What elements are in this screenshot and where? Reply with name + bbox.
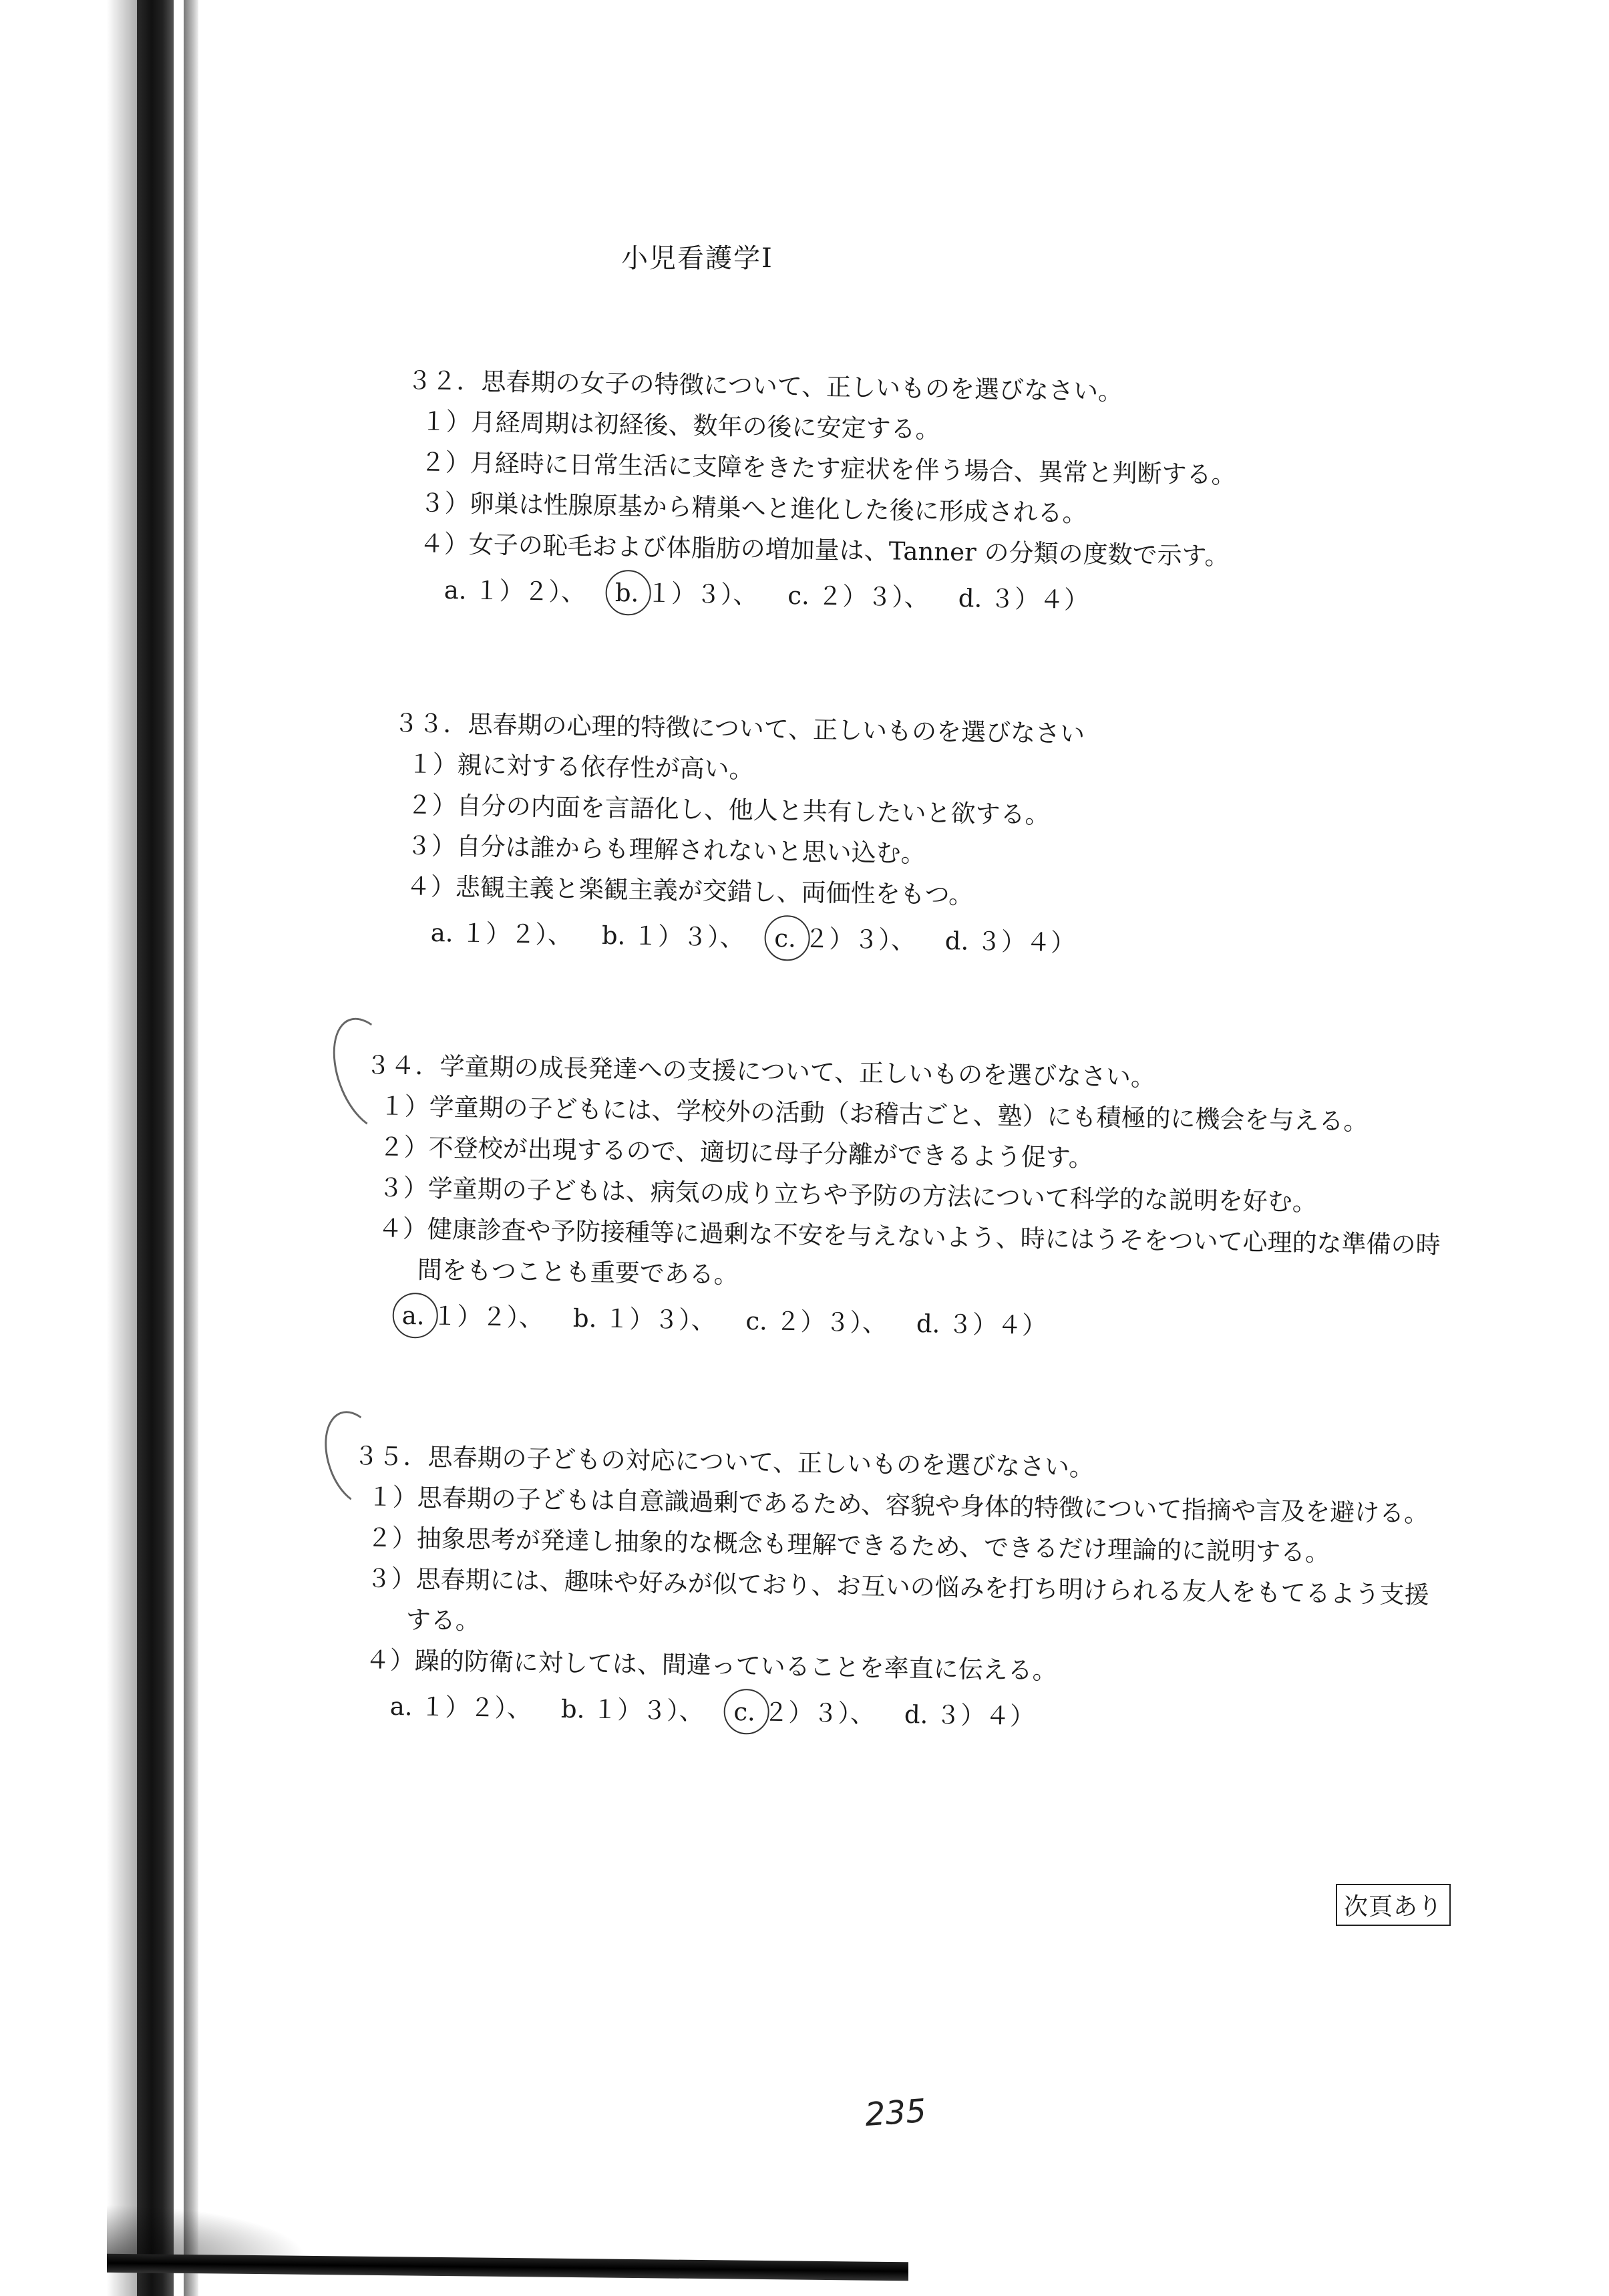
answer-letter: d. (958, 583, 982, 613)
next-page-notice: 次頁あり (1336, 1884, 1451, 1926)
answer-letter: b. (601, 921, 626, 951)
answer-choice-a (430, 916, 572, 951)
answer-letter: a. (401, 1299, 425, 1332)
answer-choice-d (904, 1698, 1035, 1734)
question-number: ３３． (393, 708, 468, 739)
option-item: １）学童期の子どもには、学校外の活動（お稽古ごと、塾）にも積極的に機会を与える。 (379, 1092, 1369, 1136)
answer-letter: c. (773, 922, 797, 955)
option-item: ３）自分は誰からも理解されないと思い込む。 (406, 831, 926, 868)
option-item: ２）抽象思考が発達し抽象的な概念も理解できるため、できるだけ理論的に説明する。 (367, 1523, 1330, 1567)
answer-text: ３）４） (976, 927, 1076, 957)
answer-text: １）２）、 (420, 1692, 532, 1723)
answer-text: ３）４） (935, 1700, 1035, 1731)
option-item-continued: する。 (405, 1605, 481, 1635)
answer-letter: b. (560, 1694, 585, 1724)
question-number: ３４． (365, 1050, 440, 1081)
question-35 (349, 1440, 1431, 1744)
option-item: ３）思春期には、趣味や好みが似ており、お互いの悩みを打ち明けられる友人をもてるよう支援 (366, 1564, 1429, 1610)
answer-letter: c. (733, 1695, 756, 1729)
answer-letter: c. (745, 1306, 768, 1336)
answer-text: ３）４） (947, 1309, 1047, 1340)
answer-choice-c-circled (733, 1695, 875, 1731)
option-item: １）親に対する依存性が高い。 (407, 750, 754, 784)
answer-text: ２）３）、 (775, 1307, 888, 1337)
answer-choice-c (745, 1305, 887, 1340)
answer-choice-b-circled (615, 576, 758, 611)
question-32 (403, 364, 1238, 624)
scan-bottom-edge (107, 2254, 908, 2281)
question-number: ３５． (353, 1441, 428, 1472)
option-item: ２）自分の内面を言語化し、他人と共有したいと欲する。 (407, 790, 1050, 830)
answer-choice-b (602, 919, 745, 954)
answer-text: １）２）、 (461, 919, 573, 949)
answer-choice-a (443, 573, 586, 609)
answer-choice-a-circled (401, 1299, 544, 1334)
question-text: 学童期の成長発達への支援について、正しいものを選びなさい。 (439, 1051, 1156, 1092)
scan-binding-shadow (107, 0, 140, 2296)
answer-text: ３）４） (989, 584, 1089, 615)
option-item: ３）学童期の子どもは、病気の成り立ちや予防の方法について科学的な説明を好む。 (378, 1173, 1318, 1217)
scan-binding-highlight (184, 0, 198, 2296)
answer-choice-b (561, 1692, 704, 1728)
question-number: ３２． (407, 365, 482, 396)
answer-text: ２）３）、 (818, 581, 930, 612)
answer-letter: d. (944, 926, 969, 956)
answer-choice-c-circled (773, 922, 916, 957)
question-34 (361, 1049, 1443, 1353)
option-item: １）思春期の子どもは自意識過剰であるため、容貌や身体的特徴について指摘や言及を避ける。 (367, 1482, 1429, 1528)
answer-choice-d (916, 1307, 1047, 1343)
answer-text: １）３）、 (646, 579, 758, 609)
question-33 (390, 707, 1108, 965)
answer-choice-c (787, 579, 929, 615)
answer-text: １）２）、 (474, 576, 586, 607)
answer-choice-d (958, 582, 1089, 617)
answer-letter: d. (904, 1699, 928, 1730)
scan-corner-shadow (107, 2204, 307, 2258)
option-item: １）月経周期は初経後、数年の後に安定する。 (421, 407, 940, 444)
question-text: 思春期の女子の特徴について、正しいものを選びなさい。 (481, 367, 1123, 406)
answer-choice-a (389, 1689, 532, 1725)
question-text: 思春期の子どもの対応について、正しいものを選びなさい。 (427, 1442, 1095, 1482)
answer-letter: a. (389, 1691, 413, 1721)
answer-letter: a. (443, 575, 467, 605)
page-title: 小児看護学Ⅰ (621, 243, 773, 274)
answer-text: ２）３）、 (804, 924, 916, 955)
answer-letter: b. (615, 576, 639, 609)
answer-text: １）３）、 (633, 921, 745, 952)
answer-letter: a. (430, 918, 454, 947)
option-item: ４）悲観主義と楽観主義が交錯し、両価性をもつ。 (405, 872, 974, 910)
answer-letter: d. (916, 1309, 940, 1339)
answer-letter: b. (572, 1303, 597, 1333)
option-item: ４）健康診査や予防接種等に過剰な不安を与えないよう、時にはうそをついて心理的な準備の時 (377, 1214, 1441, 1260)
option-item-continued: 間をもつことも重要である。 (417, 1255, 739, 1289)
answer-choice-d (944, 925, 1075, 960)
option-item: ４）躁的防衛に対しては、間違っていることを率直に伝える。 (365, 1645, 1058, 1685)
scan-binding-edge (137, 0, 174, 2296)
option-item: ２）不登校が出現するので、適切に母子分離ができるよう促す。 (379, 1132, 1094, 1173)
answer-text: １）３）、 (604, 1304, 717, 1335)
answer-choice-b (573, 1301, 716, 1337)
answer-letter: c. (787, 581, 810, 611)
option-item: ２）月経時に日常生活に支障をきたす症状を伴う場合、異常と判断する。 (420, 448, 1236, 490)
answer-text: １）３）、 (592, 1695, 705, 1726)
answer-text: １）２）、 (432, 1301, 544, 1332)
answer-text: ２）３）、 (763, 1697, 876, 1728)
option-item: ３）卵巣は性腺原基から精巣へと進化した後に形成される。 (419, 488, 1087, 528)
page-number: 235 (864, 2092, 928, 2134)
question-text: 思春期の心理的特徴について、正しいものを選びなさい (468, 709, 1085, 749)
option-item: ４）女子の恥毛および体脂肪の増加量は、Tanner の分類の度数で示す。 (419, 529, 1230, 571)
